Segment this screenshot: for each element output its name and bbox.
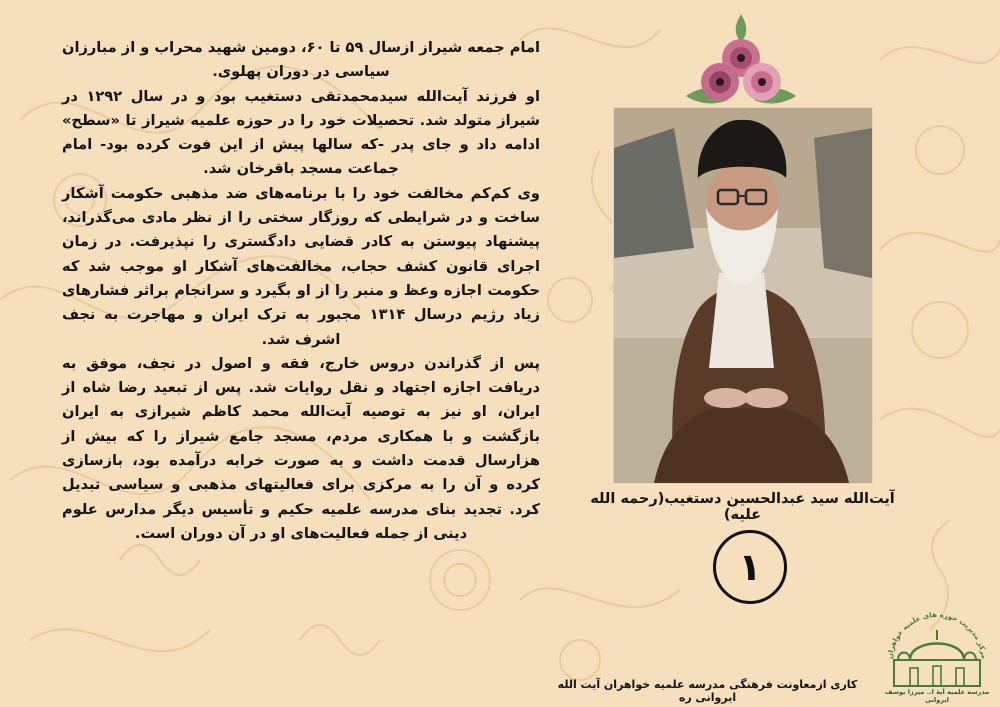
logo-school-name: مدرسه علمیه آیة ا.. میرزا یوسف ایروانی <box>884 688 990 704</box>
footer-credit: کاری ازمعاونت فرهنگی مدرسه علمیه خواهران آیت الله ایروانی ره <box>557 678 858 704</box>
logo-ring-text: مرکز مدیریت حوزه های علمیه خواهران <box>886 610 988 660</box>
paragraph-4: پس از گذراندن دروس خارج، فقه و اصول در نجف، موفق به دریافت اجازه اجتهاد و نقل روایات شد. پس از تبعید رضا شاه از ایران، او نیز به توصیه آیت‌الله محمد کاظم شیرازی به ایران بازگشت و با همکاری مردم، مسجد جامع شیراز را که بیش از هزارسال قدمت داشت و به صورت خرابه درآمده بود، بازسازی کرده و آن را به مرکزی برای فعالیتهای مذهبی و سیاسی تبدیل کرد. تجدید بنای مدرسه علمیه حکیم و تأسیس دیگر مدارس علوم دینی از جمله فعالیت‌های او در آن دوران است. <box>62 354 540 542</box>
biography-text <box>62 36 540 546</box>
paragraph-3: وی کم‌کم مخالفت خود را با برنامه‌های ضد مذهبی حکومت آشکار ساخت و در شرایطی که روزگار سختی را از نظر مادی می‌گذراند، پیشنهاد پیوستن به کادر قضایی دادگستری را نپذیرفت. در زمان اجرای قانون کشف حجاب، مخالفت‌های آشکار او موجب شد که حکومت اجازه وعظ و منبر را از او بگیرد و سرانجام براثر فشارهای زیاد رژیم درسال ۱۳۱۴ مجبور به ترک ایران و مهاجرت به نجف اشرف شد. <box>62 184 540 348</box>
portrait-photo <box>613 107 873 484</box>
page-number-badge: ۱ <box>713 530 787 604</box>
paragraph-1: امام جمعه شیراز ازسال ۵۹ تا ۶۰، دومین شهید محراب و از مبارزان سیاسی در دوران پهلوی. <box>61 39 540 81</box>
seminary-dome-logo-icon <box>880 600 994 702</box>
portrait-caption: آیت‌الله سید عبدالحسین دستغیب(رحمه الله علیه) <box>590 491 895 523</box>
paragraph-2: او فرزند آیت‌الله سیدمحمدتقی دستغیب بود و در سال ۱۲۹۲ در شیراز متولد شد. تحصیلات خود را در حوزه علمیه شیراز تا «سطح» ادامه داد و جای پدر -که سالها پیش از این فوت کرده بود- امام جماعت مسجد باقرخان شد. <box>62 87 540 178</box>
rose-ornament-icon <box>676 12 806 108</box>
